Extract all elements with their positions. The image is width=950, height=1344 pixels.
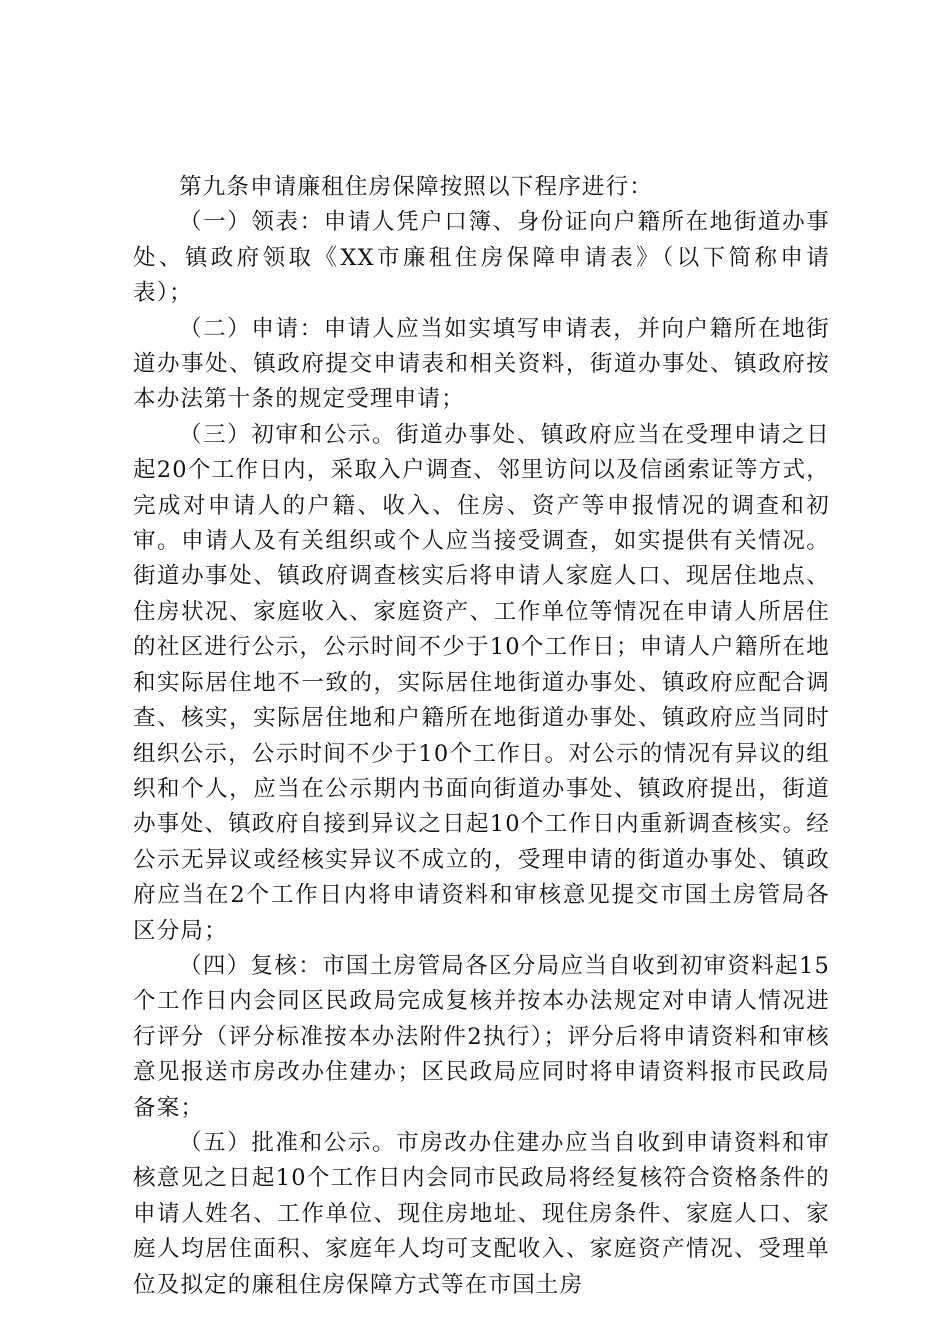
paragraph-step-2: （二）申请：申请人应当如实填写申请表，并向户籍所在地街道办事处、镇政府提交申请表和相关资料，街道办事处、镇政府按本办法第十条的规定受理申请； [133,315,830,413]
paragraph-step-4: （四）复核：市国土房管局各区分局应当自收到初审资料起15个工作日内会同区民政局完成复核并按本办法规定对申请人情况进行评分（评分标准按本办法附件2执行）；评分后将申请资料和审核意见报送市房改办住建办；区民政局应同时将申请资料报市民政局备案； [133,952,830,1121]
paragraph-step-3: （三）初审和公示。街道办事处、镇政府应当在受理申请之日起20个工作日内，采取入户调查、邻里访问以及信函索证等方式，完成对申请人的户籍、收入、住房、资产等申报情况的调查和初审。申请人及有关组织或个人应当接受调查，如实提供有关情况。街道办事处、镇政府调查核实后将申请人家庭人口、现居住地点、住房状况、家庭收入、家庭资产、工作单位等情况在申请人所居住的社区进行公示，公示时间不少于10个工作日；申请人户籍所在地和实际居住地不一致的，实际居住地街道办事处、镇政府应配合调查、核实，实际居住地和户籍所在地街道办事处、镇政府应当同时组织公示，公示时间不少于10个工作日。对公示的情况有异议的组织和个人，应当在公示期内书面向街道办事处、镇政府提出，街道办事处、镇政府自接到异议之日起10个工作日内重新调查核实。经公示无异议或经核实异议不成立的，受理申请的街道办事处、镇政府应当在2个工作日内将申请资料和审核意见提交市国土房管局各区分局； [133,421,830,944]
article-heading: 第九条申请廉租住房保障按照以下程序进行： [179,174,654,200]
document-body [133,170,830,1303]
paragraph-step-5: （五）批准和公示。市房改办住建办应当自收到申请资料和审核意见之日起10个工作日内会同市民政局将经复核符合资格条件的申请人姓名、工作单位、现住房地址、现住房条件、家庭人口、家庭人均居住面积、家庭年人均可支配收入、家庭资产情况、受理单位及拟定的廉租住房保障方式等在市国土房 [133,1129,830,1298]
paragraph-step-1: （一）领表：申请人凭户口簿、身份证向户籍所在地街道办事处、镇政府领取《XX市廉租住房保障申请表》（以下简称申请表）； [133,209,830,307]
